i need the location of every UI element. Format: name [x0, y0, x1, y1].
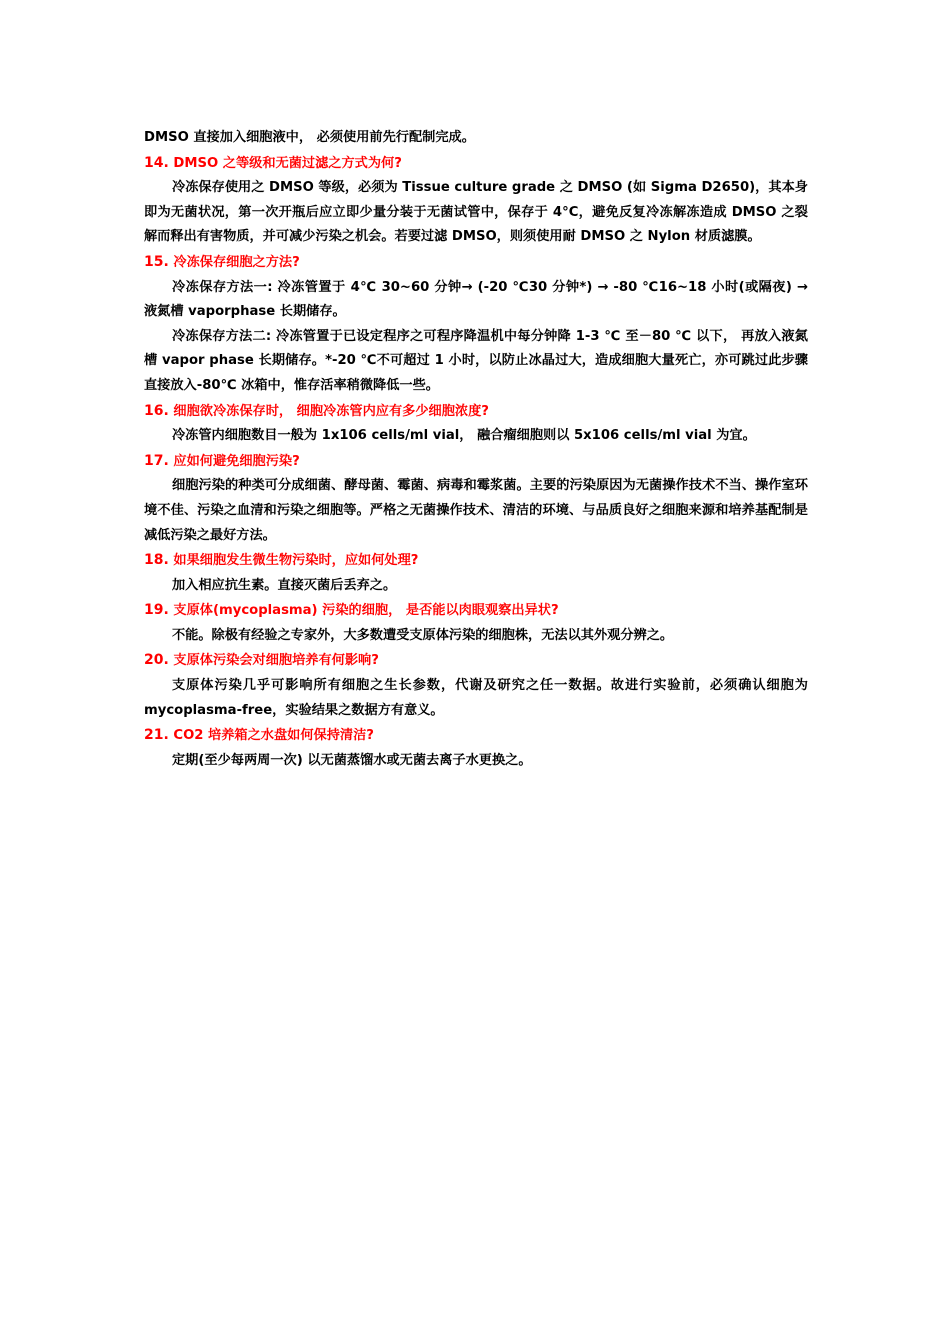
- question-text: DMSO 之等级和无菌过滤之方式为何?: [173, 155, 402, 171]
- question-heading: [144, 399, 808, 425]
- answer-paragraph: 定期(至少每两周一次) 以无菌蒸馏水或无菌去离子水更换之。: [172, 752, 532, 768]
- question-heading: [144, 548, 808, 574]
- answer-paragraph: 冷冻管内细胞数目一般为 1x106 cells/ml vial， 融合瘤细胞则以 5x106 cells/ml vial 为宜。: [172, 428, 756, 444]
- section-18: [144, 548, 808, 598]
- section-14: [144, 151, 808, 250]
- question-text: 如果细胞发生微生物污染时，应如何处理?: [173, 553, 419, 569]
- question-heading: [144, 598, 808, 624]
- section-15: [144, 250, 808, 399]
- question-number: 19.: [144, 602, 169, 619]
- question-heading: [144, 151, 808, 177]
- answer-paragraph: 细胞污染的种类可分成细菌、酵母菌、霉菌、病毒和霉浆菌。主要的污染原因为无菌操作技术不当、操作室环境不佳、污染之血清和污染之细胞等。严格之无菌操作技术、清洁的环境、与品质良好之细胞来源和培养基配制是减低污染之最好方法。: [144, 478, 808, 543]
- question-text: 支原体(mycoplasma) 污染的细胞， 是否能以肉眼观察出异状?: [173, 603, 559, 619]
- intro-line: DMSO 直接加入细胞液中， 必须使用前先行配制完成。: [144, 130, 475, 145]
- answer-paragraph: 冷冻保存使用之 DMSO 等级，必须为 Tissue culture grade 之 DMSO (如 Sigma D2650)，其本身即为无菌状况，第一次开瓶后应立即少量分装于无菌试管中，保存于 4°C，避免反复冷冻解冻造成 DMSO 之裂解而释出有害物质，并可减少污染之机会。若要过滤 DMSO，则须使用耐 DMSO 之 Nylon 材质滤膜。: [144, 180, 808, 245]
- question-text: 支原体污染会对细胞培养有何影响?: [173, 653, 379, 669]
- question-text: CO2 培养箱之水盘如何保持清洁?: [173, 728, 374, 744]
- answer-paragraph: 加入相应抗生素。直接灭菌后丢弃之。: [172, 577, 397, 593]
- section-16: [144, 399, 808, 449]
- question-heading: [144, 449, 808, 475]
- section-19: [144, 598, 808, 648]
- document-page: [144, 126, 808, 773]
- answer-paragraph: 冷冻保存方法二: 冷冻管置于已设定程序之可程序降温机中每分钟降 1-3 ℃ 至－80 ℃ 以下， 再放入液氮槽 vapor phase 长期储存。*-20 ℃不可超过 1 小时，以防止冰晶过大，造成细胞大量死亡，亦可跳过此步骤直接放入-80℃ 冰箱中，惟存活率稍微降低一些。: [144, 328, 808, 393]
- question-heading: [144, 648, 808, 674]
- question-text: 应如何避免细胞污染?: [173, 453, 300, 469]
- answer-paragraph: 冷冻保存方法一: 冷冻管置于 4℃ 30~60 分钟→ (-20 ℃30 分钟*) → -80 ℃16~18 小时(或隔夜) → 液氮槽 vaporphase 长期储存。: [144, 279, 808, 320]
- question-heading: [144, 723, 808, 749]
- question-number: 21.: [144, 727, 169, 744]
- question-text: 冷冻保存细胞之方法?: [173, 254, 300, 270]
- question-number: 14.: [144, 154, 169, 171]
- question-number: 17.: [144, 452, 169, 469]
- question-number: 15.: [144, 253, 169, 270]
- question-heading: [144, 250, 808, 276]
- section-20: [144, 648, 808, 723]
- question-number: 20.: [144, 652, 169, 669]
- answer-paragraph: 支原体污染几乎可影响所有细胞之生长参数，代谢及研究之任一数据。故进行实验前，必须确认细胞为 mycoplasma-free，实验结果之数据方有意义。: [144, 678, 808, 718]
- question-text: 细胞欲冷冻保存时， 细胞冷冻管内应有多少细胞浓度?: [173, 403, 489, 419]
- question-number: 16.: [144, 402, 169, 419]
- section-21: [144, 723, 808, 773]
- answer-paragraph: 不能。除极有经验之专家外，大多数遭受支原体污染的细胞株，无法以其外观分辨之。: [172, 627, 674, 643]
- question-number: 18.: [144, 552, 169, 569]
- section-17: [144, 449, 808, 548]
